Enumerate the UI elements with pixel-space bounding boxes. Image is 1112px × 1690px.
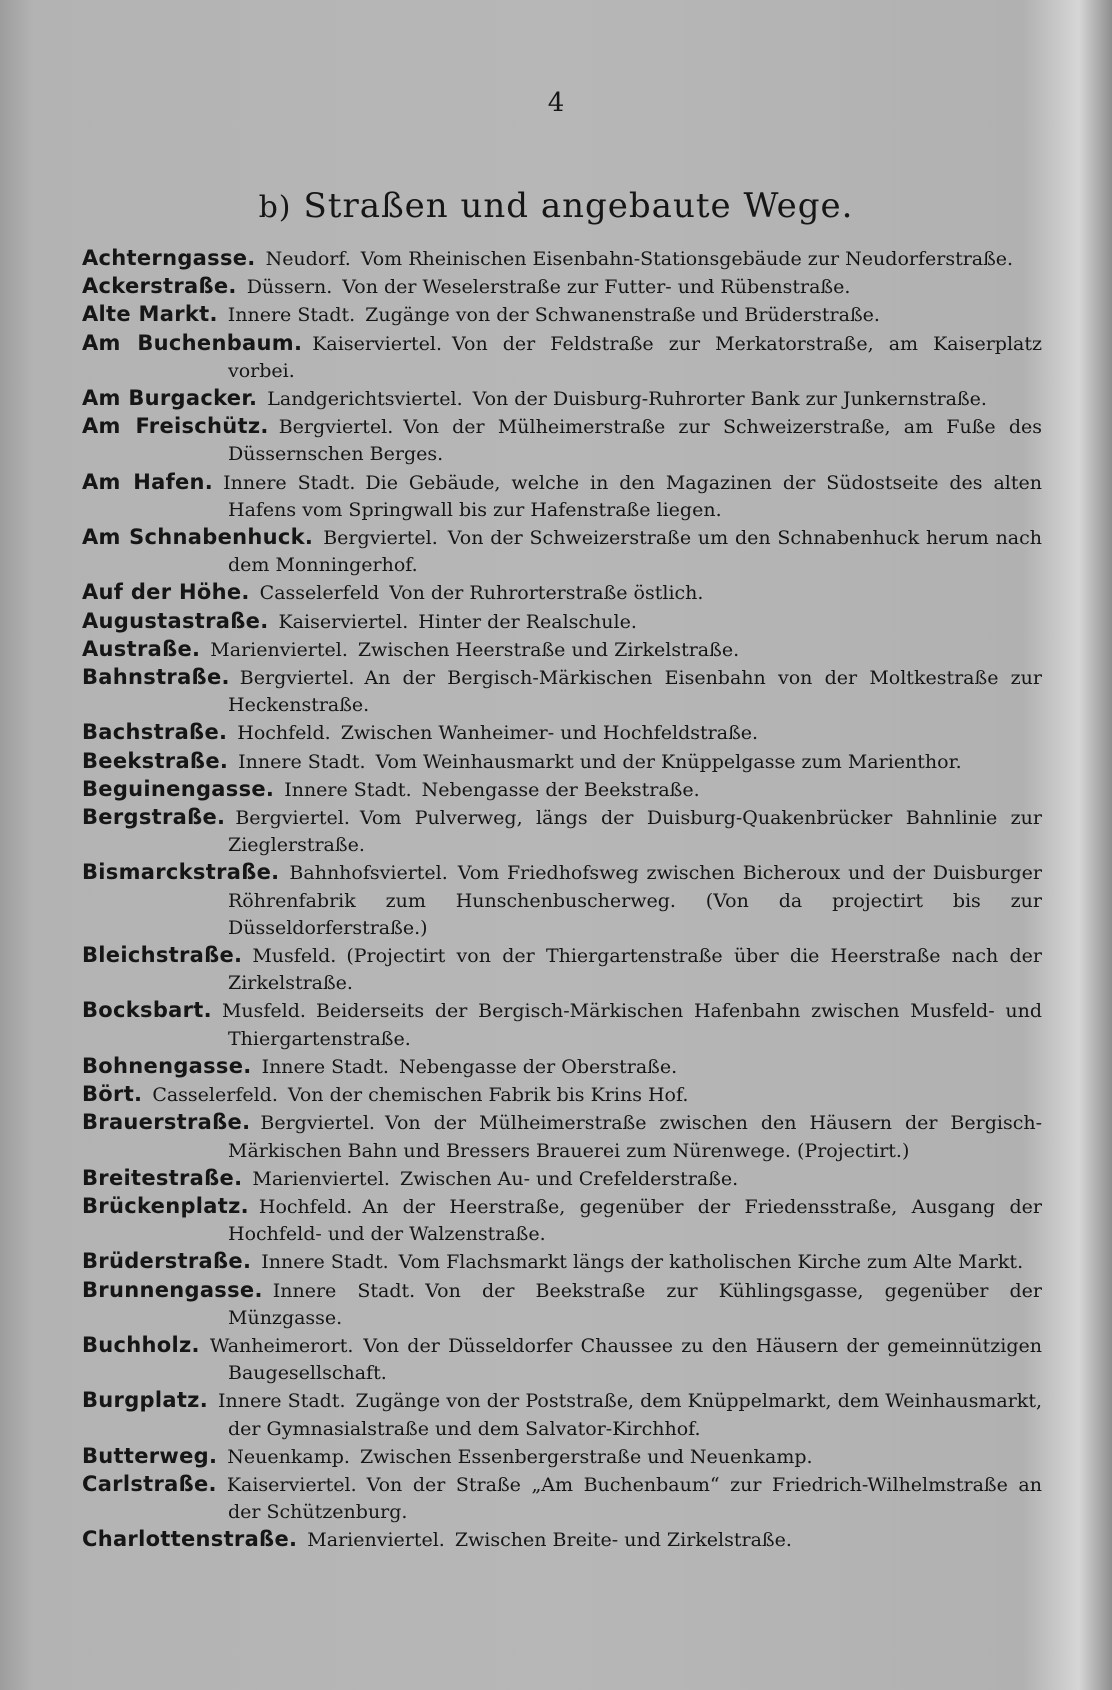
street-entry [82, 997, 1042, 1052]
section-heading [0, 186, 1112, 226]
street-district: Musfeld. [252, 945, 337, 968]
street-district: Innere Stadt. [261, 1251, 389, 1274]
street-name: Am Freischütz. [82, 414, 269, 439]
street-name: Austraße. [82, 636, 201, 661]
street-name: Am Schnabenhuck. [82, 525, 314, 550]
street-entry [82, 1387, 1042, 1442]
street-district: Bahnhofsviertel. [289, 862, 448, 885]
street-description: An der Bergisch-Märkischen Eisenbahn von der Moltkestraße zur Heckenstraße. [228, 667, 1042, 717]
street-name: Buchholz. [82, 1332, 200, 1357]
street-name: Brunnengasse. [82, 1277, 263, 1302]
street-district: Innere Stadt. [227, 304, 356, 327]
street-entry [82, 748, 1042, 776]
street-district: Kaiserviertel. [312, 332, 443, 355]
street-name: Butterweg. [82, 1443, 218, 1468]
street-name: Beekstraße. [82, 748, 229, 773]
section-title: Straßen und angebaute Wege. [303, 186, 854, 226]
street-description: Zwischen Wanheimer- und Hochfeldstraße. [340, 722, 759, 745]
street-description: Von der Beekstraße zur Kühlingsgasse, gegenüber der Münzgasse. [228, 1279, 1043, 1329]
street-district: Innere Stadt. [284, 778, 412, 801]
street-entry [82, 1053, 1042, 1081]
street-district: Hochfeld. [237, 722, 331, 745]
street-entry [82, 385, 1042, 413]
street-entry [82, 1165, 1042, 1193]
street-entry [82, 413, 1042, 468]
street-entry [82, 245, 1042, 273]
street-name: Auf der Höhe. [82, 580, 250, 605]
street-entry [82, 1332, 1042, 1387]
street-name: Am Burgacker. [82, 386, 258, 411]
street-entry [82, 330, 1042, 385]
street-entry [82, 1277, 1042, 1332]
street-name: Bohnengasse. [82, 1053, 252, 1078]
street-description: Von der Ruhrorterstraße östlich. [389, 582, 704, 605]
street-name: Bergstraße. [82, 805, 226, 830]
street-district: Casselerfeld. [152, 1084, 278, 1107]
street-entry [82, 273, 1042, 301]
street-entry [82, 524, 1042, 579]
street-district: Musfeld. [221, 1000, 306, 1023]
street-name: Bismarckstraße. [82, 860, 280, 885]
street-name: Burgplatz. [82, 1388, 208, 1413]
street-name: Augustastraße. [82, 608, 269, 633]
street-name: Bleichstraße. [82, 943, 243, 968]
street-description: Vom Flachsmarkt längs der katholischen Kirche zum Alte Markt. [398, 1251, 1024, 1274]
street-entry [82, 1443, 1042, 1471]
street-entry [82, 664, 1042, 719]
street-name: Achterngasse. [82, 246, 256, 270]
street-district: Neudorf. [265, 248, 351, 270]
street-entry [82, 776, 1042, 804]
street-name: Charlottenstraße. [82, 1527, 298, 1552]
street-district: Hochfeld. [258, 1195, 353, 1218]
street-district: Bergviertel. [323, 527, 438, 550]
street-description: Zugänge von der Poststraße, dem Knüppelmarkt, dem Weinhausmarkt, der Gymnasialstraße und dem Salvator-Kirchhof. [228, 1390, 1042, 1440]
street-description: Von der Duisburg-Ruhrorter Bank zur Junkernstraße. [472, 388, 987, 411]
street-district: Marienviertel. [307, 1529, 445, 1552]
street-name: Am Buchenbaum. [82, 330, 303, 355]
street-description: (Projectirt von der Thiergartenstraße über die Heerstraße nach der Zirkelstraße. [228, 945, 1042, 995]
section-label: b) [258, 190, 292, 225]
street-description: Vom Pulverweg, längs der Duisburg-Quakenbrücker Bahnlinie zur Zieglerstraße. [228, 807, 1042, 857]
street-name: Beguinengasse. [82, 776, 275, 801]
street-entry [82, 608, 1042, 636]
street-name: Bahnstraße. [82, 665, 230, 690]
street-name: Carlstraße. [82, 1471, 217, 1496]
street-name: Bachstraße. [82, 720, 228, 745]
street-entry [82, 301, 1042, 329]
street-district: Innere Stadt. [272, 1279, 416, 1302]
street-district: Kaiserviertel. [278, 610, 409, 633]
street-entry [82, 859, 1042, 942]
street-description: Die Gebäude, welche in den Magazinen der Südostseite des alten Hafens vom Springwall bis zur Hafenstraße liegen. [228, 471, 1042, 521]
street-district: Marienviertel. [210, 638, 348, 661]
street-district: Marienviertel. [252, 1167, 390, 1190]
street-description: Vom Weinhausmarkt und der Knüppelgasse zum Marienthor. [375, 750, 962, 773]
street-district: Innere Stadt. [238, 750, 366, 773]
street-entry [82, 636, 1042, 664]
street-description: Von der Mülheimerstraße zur Schweizerstraße, am Fuße des Düssernschen Berges. [228, 416, 1042, 466]
street-entry [82, 942, 1042, 997]
street-district: Bergviertel. [235, 807, 350, 830]
street-description: Beiderseits der Bergisch-Märkischen Hafenbahn zwischen Musfeld- und Thiergartenstraße. [228, 1000, 1042, 1050]
page-number: 4 [547, 88, 565, 118]
street-district: Innere Stadt. [261, 1055, 389, 1078]
street-district: Casselerfeld [259, 582, 380, 605]
street-district: Düssern. [246, 276, 333, 299]
street-entry [82, 1248, 1042, 1276]
street-description: Hinter der Realschule. [418, 610, 637, 633]
street-entry [82, 1193, 1042, 1248]
street-description: Vom Rheinischen Eisenbahn-Stationsgebäude zur Neudorferstraße. [360, 248, 1014, 270]
street-name: Brüderstraße. [82, 1249, 252, 1274]
street-entry [82, 1471, 1042, 1526]
street-district: Innere Stadt. [223, 471, 356, 494]
street-description: Nebengasse der Oberstraße. [398, 1055, 678, 1078]
street-description: Zwischen Essenbergerstraße und Neuenkamp. [359, 1445, 813, 1468]
street-description: Von der Schweizerstraße um den Schnabenhuck herum nach dem Monningerhof. [228, 527, 1043, 577]
street-name: Ackerstraße. [82, 274, 237, 299]
street-entry [82, 719, 1042, 747]
street-description: Nebengasse der Beekstraße. [421, 778, 700, 801]
street-description: Vom Friedhofsweg zwischen Bicheroux und der Duisburger Röhrenfabrik zum Hunschenbuscherweg. (Von da projectirt bis zur Düsseldorferstraße.) [228, 862, 1042, 939]
street-district: Bergviertel. [239, 667, 355, 690]
street-description: Zwischen Au- und Crefelderstraße. [399, 1167, 739, 1190]
street-name: Am Hafen. [82, 469, 214, 494]
street-description: Von der Straße „Am Buchenbaum“ zur Friedrich-Wilhelmstraße an der Schützenburg. [228, 1473, 1042, 1524]
street-entry [82, 1526, 1042, 1554]
street-district: Kaiserviertel. [226, 1473, 357, 1496]
street-description: Zwischen Heerstraße und Zirkelstraße. [357, 638, 740, 661]
street-name: Breitestraße. [82, 1165, 243, 1190]
street-description: Zugänge von der Schwanenstraße und Brüderstraße. [365, 304, 880, 327]
street-description: Von der Mülheimerstraße zwischen den Häusern der Bergisch-Märkischen Bahn und Bressers Brauerei zum Nürenwege. (Projectirt.) [228, 1112, 1042, 1162]
street-description: Von der Weselerstraße zur Futter- und Rübenstraße. [342, 276, 851, 299]
street-district: Neuenkamp. [227, 1445, 350, 1468]
street-name: Bocksbart. [82, 998, 212, 1023]
street-district: Bergviertel. [278, 416, 394, 439]
street-entry [82, 469, 1042, 524]
street-description: Von der chemischen Fabrik bis Krins Hof. [287, 1084, 689, 1107]
street-entry [82, 579, 1042, 607]
street-description: Von der Düsseldorfer Chaussee zu den Häusern der gemeinnützigen Baugesellschaft. [228, 1334, 1042, 1385]
street-description: An der Heerstraße, gegenüber der Friedensstraße, Ausgang der Hochfeld- und der Walzenstraße. [228, 1195, 1042, 1246]
street-district: Innere Stadt. [218, 1390, 346, 1413]
street-name: Alte Markt. [82, 302, 218, 327]
street-entry [82, 804, 1042, 859]
street-entry [82, 1081, 1042, 1109]
street-entry [82, 1109, 1042, 1164]
street-district: Landgerichtsviertel. [267, 388, 463, 411]
street-description: Von der Feldstraße zur Merkatorstraße, am Kaiserplatz vorbei. [228, 332, 1042, 382]
street-name: Bört. [82, 1082, 143, 1107]
street-name: Brauerstraße. [82, 1110, 251, 1135]
street-district: Wanheimerort. [209, 1334, 354, 1357]
street-district: Bergviertel. [260, 1112, 375, 1135]
street-directory [82, 245, 1042, 1555]
street-description: Zwischen Breite- und Zirkelstraße. [454, 1529, 792, 1552]
street-name: Brückenplatz. [82, 1193, 249, 1218]
